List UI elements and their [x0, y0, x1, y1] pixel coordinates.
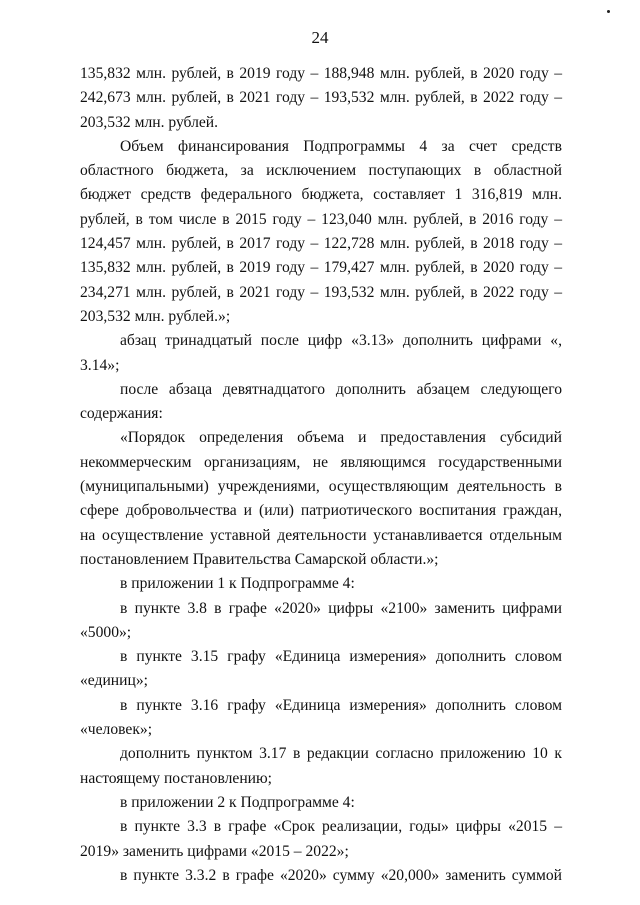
paragraph-2: Объем финансирования Подпрограммы 4 за счет средств областного бюджета, за исключением поступающих в областной бюджет средств федерального бюджета, составляет 1 316,819 млн. рублей, в том числе в 2015 году – 123,040 млн. рублей, в 2016 году – 124,457 млн. рублей, в 2017 году – 122,728 млн. рублей, в 2018 году – 135,832 млн. рублей, в 2019 году – 179,427 млн. рублей, в 2020 году – 234,271 млн. рублей, в 2021 году – 193,532 млн. рублей, в 2022 году – 203,532 млн. рублей.»;	[80, 137, 562, 325]
paragraph-6: в приложении 1 к Подпрограмме 4:	[120, 575, 355, 593]
paragraph-12: в пункте 3.3 в графе «Срок реализации, годы» цифры «2015 – 2019» заменить цифрами «2015 – 2022»;	[80, 818, 562, 860]
paragraph-8: в пункте 3.15 графу «Единица измерения» дополнить словом «единиц»;	[80, 648, 562, 690]
paragraph-11: в приложении 2 к Подпрограмме 4:	[120, 793, 355, 811]
document-body	[80, 62, 562, 888]
scan-speck	[607, 10, 610, 13]
paragraph-1: 135,832 млн. рублей, в 2019 году – 188,948 млн. рублей, в 2020 году – 242,673 млн. рублей, в 2021 году – 193,532 млн. рублей, в 2022 году – 203,532 млн. рублей.	[80, 65, 562, 131]
paragraph-7: в пункте 3.8 в графе «2020» цифры «2100» заменить цифрами «5000»;	[80, 599, 562, 641]
paragraph-3: абзац тринадцатый после цифр «3.13» дополнить цифрами «, 3.14»;	[80, 332, 562, 374]
paragraph-4: после абзаца девятнадцатого дополнить абзацем следующего содержания:	[80, 380, 562, 423]
page-number: 24	[311, 28, 329, 47]
paragraph-10: дополнить пунктом 3.17 в редакции согласно приложению 10 к настоящему постановлению;	[80, 745, 562, 787]
paragraph-13: в пункте 3.3.2 в графе «2020» сумму «20,000» заменить суммой	[120, 866, 562, 884]
paragraph-9: в пункте 3.16 графу «Единица измерения» дополнить словом «человек»;	[80, 696, 562, 739]
paragraph-5: «Порядок определения объема и предоставления субсидий некоммерческим организациям, не являющимся государственными (муниципальными) учреждениями, осуществляющим деятельность в сфере добровольчества и (или) патриотического воспитания граждан, на осуществление уставной деятельности устанавливается отдельным постановлением Правительства Самарской области.»;	[80, 429, 562, 568]
